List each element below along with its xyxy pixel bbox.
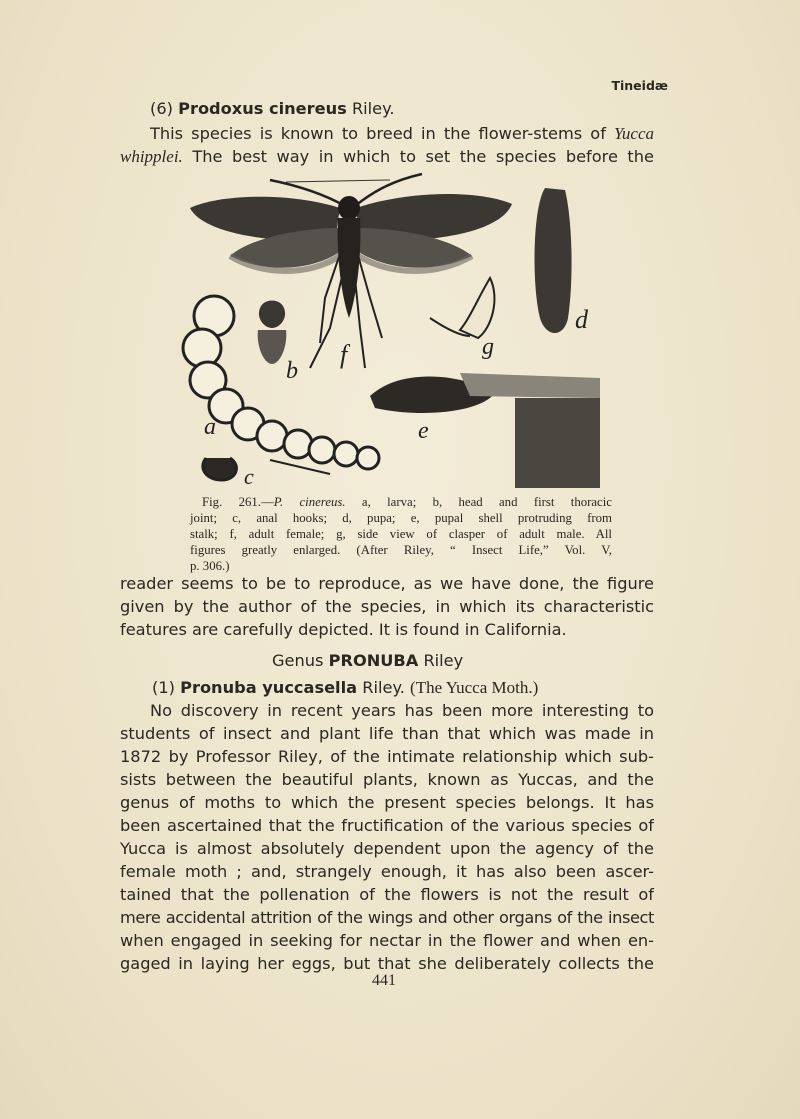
species-name: Prodoxus cinereus xyxy=(178,99,347,118)
running-head: Tineidæ xyxy=(611,78,668,93)
label-f: f xyxy=(340,340,348,369)
para2-line6: been ascertained that the fructification of the various species of xyxy=(120,816,654,835)
label-b: b xyxy=(286,358,298,384)
para2-line10: mere accidental attrition of the wings and other organs of the insect xyxy=(120,908,654,927)
para2-line8: female moth ; and, strangely enough, it has also been ascer- xyxy=(120,862,654,881)
para2-line1: No discovery in recent years has been more interesting to xyxy=(150,701,654,720)
para1-line1: This species is known to breed in the flower-stems of Yucca xyxy=(150,124,654,143)
species2-heading: (1) Pronuba yuccasella Riley. (The Yucca Moth.) xyxy=(152,678,539,697)
para2-line9: tained that the pollenation of the flowers is not the result of xyxy=(120,885,654,904)
para1-line2: whipplei. The best way in which to set the species before the xyxy=(120,147,654,166)
species-heading xyxy=(150,99,395,118)
para2-line12: gaged in laying her eggs, but that she deliberately collects the xyxy=(120,954,654,973)
insect-illustration xyxy=(160,168,610,493)
figure-caption: Fig. 261.—P. cinereus. a, larva; b, head and first thoracic joint; c, anal hooks; d, pupa; e, pupal shell protruding from stalk; f, adult female; g, side view of clasper of adult male. All figures greatly enlarged. (After Riley, “ Insect Life,” Vol. V, p. 306.) xyxy=(190,495,612,573)
species-number: (6) xyxy=(150,99,173,118)
para1-cont-line2: given by the author of the species, in which its characteristic xyxy=(120,597,654,616)
para1-cont-line3: features are carefully depicted. It is found in California. xyxy=(120,620,567,639)
para2-line7: Yucca is almost absolutely dependent upon the agency of the xyxy=(120,839,654,858)
label-g: g xyxy=(482,334,494,360)
para2-line2: students of insect and plant life than that which was made in xyxy=(120,724,654,743)
label-d: d xyxy=(575,305,588,334)
genus-heading: Genus PRONUBA Riley xyxy=(272,651,464,670)
para2-line5: genus of moths to which the present species belongs. It has xyxy=(120,793,654,812)
label-a: a xyxy=(204,414,216,440)
para2-line4: sists between the beautiful plants, known as Yuccas, and the xyxy=(120,770,654,789)
para2-line11: when engaged in seeking for nectar in the flower and when en- xyxy=(120,931,654,950)
page-number: 441 xyxy=(372,972,396,989)
label-e: e xyxy=(418,418,429,444)
para2-line3: 1872 by Professor Riley, of the intimate relationship which sub- xyxy=(120,747,654,766)
species-author: Riley. xyxy=(351,99,395,118)
para1-cont-line1: reader seems to be to reproduce, as we have done, the figure xyxy=(120,574,654,593)
label-c: c xyxy=(244,464,254,489)
